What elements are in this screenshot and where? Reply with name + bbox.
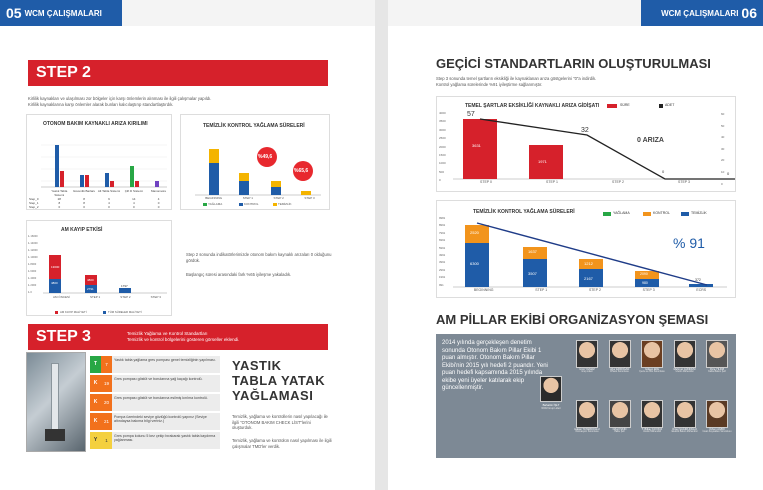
note-1: Step 2 sonunda indikatörlerimizde otonom bakım kaynaklı arızaları 0 olduğunu gördük.: [186, 252, 332, 263]
cat-label: Alt Tabla Sistemi: [97, 189, 120, 193]
step3-banner: [28, 324, 328, 350]
cell: 0: [132, 205, 135, 209]
header-title: WCM ÇALIŞMALARI: [24, 8, 102, 18]
cat-label: Güvenlik Barlaru: [73, 189, 96, 193]
row-num: 21: [101, 413, 112, 430]
duration-label: 3631: [472, 143, 481, 148]
y-tick: ₺ 12000: [28, 249, 38, 252]
y2-tick: 10: [721, 169, 725, 174]
member-card: [702, 400, 732, 433]
member-card: [605, 340, 635, 373]
person-role: Çevre ve İSG Sorumlusu: [639, 371, 665, 373]
chart-title: OTONOM BAKIM KAYNAKLI ARIZA KIRILIMI: [43, 121, 148, 127]
title-line: YASTIK: [232, 358, 282, 373]
bar-step2-temizlik: [271, 181, 281, 187]
bar-label: 2791: [87, 287, 94, 291]
y-tick: 500: [439, 169, 445, 174]
left-header: [0, 0, 122, 26]
avatar: [540, 376, 562, 402]
legend-label: YAĞLAMA: [208, 202, 223, 206]
chart-title: TEMEL ŞARTLAR EKSİKLİĞİ KAYNAKLI ARIZA GİDİŞATI: [465, 103, 600, 109]
cat-label: STEP 1: [546, 180, 558, 184]
bar-c1-s1: [60, 171, 64, 187]
bar-c2-s0: [80, 175, 84, 187]
y2-tick: 60: [721, 112, 725, 116]
cell: 0: [58, 205, 61, 209]
bar-label: 4800: [51, 281, 58, 285]
step2-intro: [28, 96, 348, 107]
y-tick: 9981: [439, 216, 446, 220]
cat-label: BEGINNING: [473, 288, 494, 292]
y-tick: ₺ 4000: [28, 277, 37, 280]
bar-label: 13000: [51, 265, 60, 269]
page-number: 05: [6, 5, 22, 21]
legend-label: TEMİZLİK: [691, 211, 707, 215]
legend-swatch: [603, 212, 611, 216]
y-tick: 7991: [439, 230, 446, 235]
person-name: Ümit YILMAZ: [579, 368, 595, 371]
cell: 28: [57, 197, 61, 201]
person-role: Grup Lideri: [581, 371, 593, 373]
bar-c1-s0: [55, 145, 59, 187]
count-label: 57: [467, 111, 475, 118]
member-card: [670, 340, 700, 373]
y-tick: 991: [439, 282, 444, 287]
member-card: [702, 340, 732, 373]
legend-label: Step_2: [29, 205, 39, 209]
cell: 8: [83, 197, 85, 201]
cell: 4: [132, 201, 135, 205]
person-role: Üretim Mühendisi: [643, 431, 661, 433]
person-name: Ömer SAĞIRLIOĞLU: [672, 428, 697, 431]
cat-label: BEGINNING: [205, 196, 223, 200]
chart-title: TEMİZLİK KONTROL YAĞLAMA SÜRELERİ: [203, 123, 305, 129]
y-tick: ₺ 2000: [28, 284, 37, 287]
am-title: AM PİLLAR EKİBİ ORGANİZASYON ŞEMASI: [436, 312, 709, 327]
bar-label: 2167: [584, 276, 593, 281]
chart-title: AM KAYIP ETKİSİ: [61, 227, 103, 233]
intro-line-2: Kirlilik kaynaklarına karşı önlemler alarak bunları kalıcılaştırıp standartlaştırdık.: [28, 101, 174, 107]
cat-label: Çift D Sistemi: [124, 189, 143, 193]
cat-label: AM ÖNCESİ: [53, 295, 70, 299]
intro-line-1: Step 3 sonunda temel şartların eksikliği ile kaynaklanan arıza göstgelerini "0"a indirdik.: [436, 76, 597, 81]
y-tick: 0: [439, 178, 441, 183]
member-card: [670, 400, 700, 433]
row-text: Gres pompası göstüt ve borularına esilmiş kırılma kontrolü.: [114, 396, 208, 400]
y2-tick: 50: [721, 123, 725, 128]
y-tick: ₺ 14000: [28, 242, 38, 245]
y-tick: 3500: [439, 119, 446, 124]
chart-breakdown: [26, 114, 172, 210]
person-role: Finans Sorumlusu: [610, 371, 629, 373]
chart-fault-trend-svg: [437, 97, 737, 193]
cat-label: Yastık Tabla Sistemi: [51, 189, 68, 197]
person-role: WCM Grup Lideri: [541, 407, 561, 410]
cat-label: STEP 3: [678, 180, 690, 184]
cat-label: ECRS: [696, 288, 707, 292]
y-tick: 2991: [439, 267, 446, 272]
cat-label: STEP 2: [120, 295, 131, 299]
cat-label: STEP 3: [150, 295, 161, 299]
avatar: [609, 340, 631, 368]
avatar: [609, 400, 631, 428]
bar-step1-kontrol: [239, 181, 249, 195]
person-name: Hakan TATARDOĞLU: [574, 428, 600, 431]
bar-step0: [463, 119, 497, 179]
bar-c5-s0: [155, 181, 159, 187]
person-role: Üretim Mühendisi: [675, 371, 694, 373]
bar-label: 4800: [87, 278, 94, 282]
member-card: [572, 400, 602, 433]
page-number: 06: [741, 5, 757, 21]
badge-1: %49,6: [258, 154, 273, 160]
person-role: Otomasyon Sorumlusu: [575, 431, 599, 433]
legend-label: YAĞLAMA: [613, 211, 630, 215]
person-name: Uğur ERDOĞAN: [609, 368, 630, 371]
row-num: 7: [101, 356, 112, 373]
org-panel: [436, 334, 736, 458]
legend-swatch-adet: [659, 104, 663, 108]
row-code: K: [90, 413, 101, 430]
cell: 0: [157, 205, 160, 209]
y-tick: 6991: [439, 238, 446, 243]
bar-label: 1797: [121, 284, 128, 288]
chart-durations: [180, 114, 330, 210]
title-line: TABLA YATAK: [232, 373, 326, 388]
page-title: GEÇİCİ STANDARTLARIN OLUŞTURULMASI: [436, 56, 711, 71]
improvement-percent: % 91: [673, 235, 705, 251]
legend-label: Step_1: [29, 201, 39, 205]
cat-label: STEP 2: [612, 180, 624, 184]
avatar: [706, 340, 728, 368]
person-role: Kalite Bakım Şefi: [708, 371, 726, 373]
row-code: Y: [90, 432, 101, 449]
y-tick: 3991: [439, 260, 446, 265]
org-top-row: [572, 340, 732, 373]
cat-label: STEP 3: [304, 196, 315, 200]
row-code: T: [90, 356, 101, 373]
y-tick: ₺ 8000: [28, 263, 37, 266]
person-name: Mehmet GÜNDÜM: [673, 368, 696, 371]
count-label: 0: [727, 171, 730, 176]
legend-label: ADET: [665, 103, 675, 107]
y-tick: 8991: [439, 223, 446, 228]
table-row: [90, 413, 220, 430]
row-text: Gres pompa kolunu 5 kez çekip bırakarak yastık tabla kaydırma yağlanması.: [114, 434, 216, 442]
note-2: Başlangıç süresi arasındaki fark %65 iyileşme yakaladık.: [186, 272, 292, 277]
bar-label: 1637: [528, 249, 537, 254]
legend-label: Step_0: [29, 197, 39, 201]
org-bottom-row: [572, 400, 732, 433]
cell: 0: [157, 201, 160, 205]
legend-label: KONTROL: [653, 211, 670, 215]
count-label: 0: [662, 169, 665, 174]
y-tick: ₺ 6000: [28, 270, 37, 273]
zero-fault-badge: 0 ARIZA: [637, 137, 664, 144]
member-card: [572, 340, 602, 373]
count-label: 32: [581, 127, 589, 134]
bar-c3-s1: [110, 181, 114, 187]
y-tick: ₺ 16000: [28, 235, 38, 238]
person-role: Kalite Şefi: [614, 431, 625, 433]
avatar: [576, 340, 598, 368]
bar-c3-s0: [105, 173, 109, 187]
bar-step3-temizlik: [301, 191, 311, 195]
cat-label: Manometre: [151, 189, 167, 193]
bar-label: 6300: [470, 261, 479, 266]
legend-swatch-temizlik: [273, 203, 277, 206]
table-row: [90, 394, 220, 411]
bar-c2-s1: [85, 175, 89, 187]
check-table: [90, 356, 220, 449]
row-num: 20: [101, 394, 112, 411]
y-tick: 4991: [439, 253, 446, 258]
leader-card: [534, 376, 568, 410]
y-tick: ₺ 10000: [28, 256, 38, 259]
y2-tick: 30: [721, 146, 725, 151]
chart-am-loss-svg: [27, 221, 173, 317]
avatar: [674, 400, 696, 428]
bar-beginning-kontrol: [209, 163, 219, 195]
avatar: [706, 400, 728, 428]
cat-label: STEP 0: [480, 180, 492, 184]
avatar: [674, 340, 696, 368]
legend-swatch: [55, 311, 58, 314]
equipment-photo: [26, 352, 86, 452]
cell: 9: [108, 197, 110, 201]
row-code: K: [90, 394, 101, 411]
cat-label: STEP 2: [273, 196, 284, 200]
legend-swatch: [643, 212, 651, 216]
table-row: [90, 375, 220, 392]
bar-label: 1212: [584, 261, 593, 266]
row-text: Yastık tabla yağlama gres pompası genel temizliğinin yapılması.: [114, 358, 216, 362]
header-title: WCM ÇALIŞMALARI: [661, 8, 739, 18]
step3-label: STEP 3: [36, 328, 91, 345]
person-name: T. Bilkay KAYIKÇI: [641, 428, 663, 431]
y-tick: 3000: [439, 127, 446, 132]
badge-2: %65,6: [294, 168, 309, 174]
legend-swatch: [681, 212, 689, 216]
chart-durations-right: [436, 200, 736, 298]
bar-label: 980: [642, 281, 648, 285]
person-role: Elektrik Bakım Mühendisi: [671, 431, 698, 433]
legend-label: TÜM SÜRELER MALİYETİ: [108, 310, 142, 314]
legend-label: TEMİZLİK: [278, 202, 292, 206]
right-page: [388, 0, 763, 490]
table-row: [90, 356, 220, 373]
y-tick: 1991: [439, 275, 446, 280]
bar-step1-temizlik: [239, 173, 249, 181]
org-text: 2014 yılında gerçekleşen denetim sonunda Otonom Bakım Pillar Ekibi 1 puan almıştır. Otonom Bakım Pillar Ekibi'nin 2015 yılı hedefi 2 puandır. Yeni puan hedefi kapsamında 2015 yılında ekibe yeni üyeler katılarak ekip güncellenmiştir.: [442, 340, 548, 391]
cell: 8: [58, 201, 61, 205]
bar-c4-s1: [135, 181, 139, 187]
row-text: Pompa üzerindeki seviye gözlüğü kontrolü yapınız (Seviye altındaysa bakıma bilgi veriniz.): [114, 415, 207, 423]
page-gutter: [375, 0, 388, 490]
legend-swatch-sure: [607, 104, 617, 108]
step3-desc-1: Temizlik Yağlama ve Kontrol Standartları: [126, 330, 208, 336]
chart-am-loss: [26, 220, 172, 316]
member-card: [637, 400, 667, 433]
bar-beginning-temizlik: [209, 149, 219, 163]
title-line: YAĞLAMASI: [232, 388, 314, 403]
chart-title: TEMİZLİK KONTROL YAĞLAMA SÜRELERİ: [473, 209, 575, 215]
bar-label: 2520: [470, 230, 479, 235]
row-code: K: [90, 375, 101, 392]
yastik-title: [232, 358, 325, 403]
cell: 14: [132, 197, 136, 201]
y-tick: 2500: [439, 136, 446, 141]
table-row: [90, 432, 220, 449]
member-card: [605, 400, 635, 433]
yastik-body-2: Temizlik, yağlama ve kontrolün nasıl yapılması ile ilgili çalışmalar TMD'ler verdik.: [232, 438, 332, 449]
legend-label: SÜRE: [620, 103, 630, 107]
legend-swatch-yaglama: [203, 203, 207, 206]
y-tick: 2000: [439, 144, 446, 149]
cat-label: STEP 1: [242, 196, 253, 200]
bar-label: 372: [695, 278, 701, 282]
person-name: Oğuz İSKİN: [612, 428, 627, 431]
cat-label: STEP 1: [89, 295, 101, 299]
intro-line-2: Kontrol yağlama sürelerinde %91 iyileştirme sağlanmıştır.: [436, 81, 543, 87]
row-num: 1: [101, 432, 112, 449]
left-page: [0, 0, 375, 490]
bar-step2: [119, 288, 131, 293]
step2-banner: [28, 60, 328, 86]
person-name: Gülşen EFE: [645, 368, 659, 371]
cat-label: STEP 1: [535, 288, 548, 292]
y-tick: 1500: [439, 153, 446, 158]
person-role: İnsan Kaynakları Sorumlusu: [702, 431, 732, 433]
legend-label: AM KAYIP MALİYETİ: [60, 310, 87, 314]
cell: 4: [108, 201, 110, 205]
bar-label: 3507: [528, 271, 537, 276]
step2-label: STEP 2: [36, 64, 91, 81]
avatar: [641, 340, 663, 368]
bar-c4-s0: [130, 166, 134, 187]
person-name: Rıza YILDIZ: [709, 368, 725, 371]
step3-desc-2: Temizlik ve kontrol bölgelerini gösteren görseller eklendi.: [126, 337, 240, 342]
bar-step2-kontrol: [271, 187, 281, 195]
cat-label: STEP 2: [588, 288, 601, 292]
cat-label: STEP 3: [642, 288, 655, 292]
row-text: Gres pompası göstüt ve borularına yağ kaçağı kontrolü.: [114, 377, 203, 381]
right-intro: [436, 76, 736, 87]
avatar: [641, 400, 663, 428]
y2-tick: 20: [721, 158, 725, 163]
intro-line-1: Kirlilik kaynakları ve ulaşılması zor bölgeler için karşı önlemlerin alınması ile ilgili çalışmalar yapıldı.: [28, 96, 212, 101]
legend-swatch: [103, 311, 106, 314]
yastik-body-1: Temizlik, yağlama ve kontrollerin nasıl yapılacağı ile ilgili "OTONOM BAKIM CHECK LİST"lerini oluşturduk.: [232, 414, 328, 431]
bar-label: 2090: [640, 272, 648, 276]
avatar: [576, 400, 598, 428]
count-line: [480, 119, 735, 179]
bar-ecrs: [689, 284, 713, 287]
right-header: [641, 0, 763, 26]
member-card: [637, 340, 667, 373]
legend-label: KONTROL: [244, 202, 259, 206]
y-tick: 1000: [439, 161, 446, 166]
row-num: 19: [101, 375, 112, 392]
cell: 8: [83, 201, 85, 205]
y-tick: 4000: [439, 111, 446, 115]
cell: 0: [108, 205, 110, 209]
duration-label: 1971: [538, 159, 547, 164]
legend-swatch-kontrol: [239, 203, 243, 206]
y-tick: ₺ 0: [28, 291, 32, 294]
person-name: Özlem AĞBÖ: [709, 428, 725, 431]
y-tick: 5991: [439, 245, 446, 250]
cell: 0: [83, 205, 85, 209]
y2-tick: 40: [721, 135, 725, 140]
chart-fault-trend: [436, 96, 736, 192]
person-name: Bahattin İŞLT: [542, 403, 560, 407]
y2-tick: 0: [721, 181, 723, 186]
breakdown-table: [29, 189, 171, 209]
cell: 4: [157, 197, 160, 201]
